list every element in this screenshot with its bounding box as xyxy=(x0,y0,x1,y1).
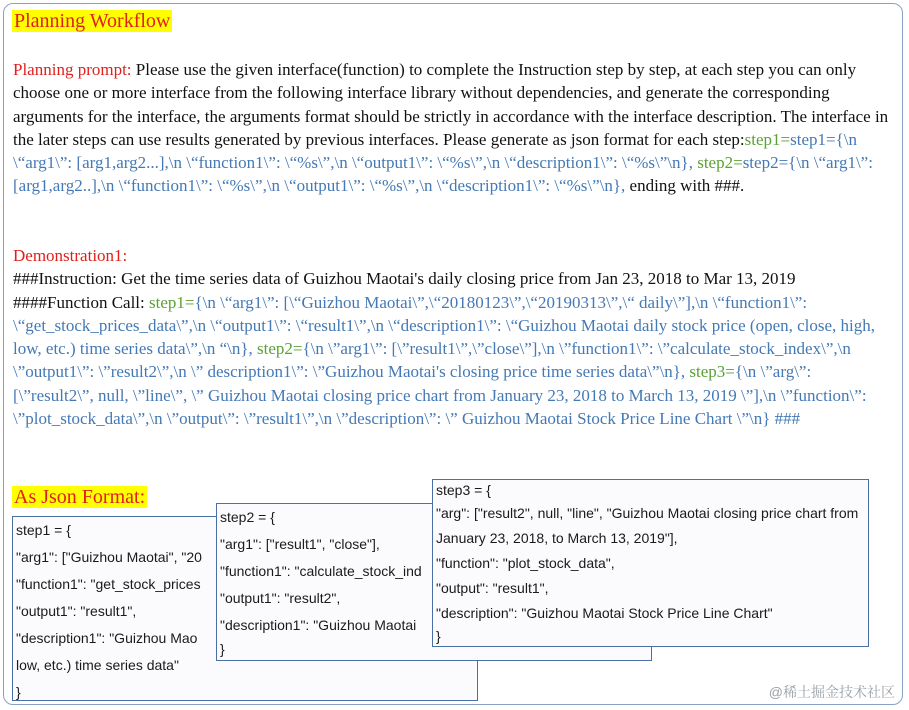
planning-ending: ending with ###. xyxy=(629,176,745,196)
json-line: "output1": "result1", xyxy=(16,603,137,619)
planning-step1-format: step1={\n \“arg1\”: [arg1,arg2...],\n \“function1\”: \“%s\”,\n \“output1\”: \“%s\”,\n \“description1\”: \“%s\”\n}, xyxy=(13,129,862,173)
json-line: January 23, 2018, to March 13, 2019"], xyxy=(436,530,678,546)
json-line: "arg": ["result2", null, "line", "Guizhou Maotai closing price chart from xyxy=(436,505,859,521)
json-line: "function1": "calculate_stock_ind xyxy=(220,563,422,579)
planning-step1-key: step1= xyxy=(744,129,791,149)
planning-prompt-label: Planning prompt: xyxy=(13,60,132,79)
json-line: step3 = { xyxy=(436,482,491,498)
json-line: "description1": "Guizhou Mao xyxy=(16,630,198,646)
demo-step3-key: step3= xyxy=(689,362,735,382)
json-line: "description1": "Guizhou Maotai xyxy=(220,617,417,633)
json-line: "function": "plot_stock_data", xyxy=(436,555,615,571)
json-line: "function1": "get_stock_prices xyxy=(16,576,201,592)
json-line: "arg1": ["result1", "close"], xyxy=(220,536,380,552)
json-line: "output1": "result2", xyxy=(220,590,341,606)
demonstration-paragraph xyxy=(13,244,893,430)
demo-step1-key: step1= xyxy=(149,292,195,312)
demonstration-instruction: ###Instruction: Get the time series data of Guizhou Maotai's daily closing price from Jan 23, 2018 to Mar 13, 2019 xyxy=(13,269,796,289)
json-line: } xyxy=(16,684,21,700)
json-line: } xyxy=(220,641,225,657)
json-box-step3 xyxy=(432,479,869,647)
watermark: @稀土掘金技术社区 xyxy=(768,684,895,700)
demonstration-label: Demonstration1: xyxy=(13,246,128,265)
planning-prompt-body: Please use the given interface(function) to complete the Instruction step by step, at each step you can only choose one or more interface from the following interface library without dependencies, and generate the corresponding arguments for the interface, the arguments format should be strictly in accordance with the interface description. The interface in the later steps can use results generated by previous interfaces. Please generate as json format for each step: xyxy=(13,60,893,149)
json-line: step1 = { xyxy=(16,522,71,538)
planning-prompt-paragraph xyxy=(13,58,893,198)
page-title xyxy=(12,8,172,34)
title-highlight: Planning Workflow xyxy=(14,10,171,32)
json-line: "arg1": ["Guizhou Maotai", "20 xyxy=(16,549,202,565)
json-format-title xyxy=(12,484,147,510)
demo-step3-body: {\n \”arg\”: [\”result2\”, null, \”line\”, \” Guizhou Maotai closing price chart from January 23, 2018 to March 13, 2019 \”],\n \”function\”: \”plot_stock_data\”,\n \”output\”: \”result1\”,\n \”description\”: \” Guizhou Maotai Stock Price Line Chart \”\n} ### xyxy=(13,362,871,429)
json-format-highlight: As Json Format: xyxy=(14,486,146,508)
planning-step2-format: step2={\n \“arg1\”: [arg1,arg2..],\n \“function1\”: \“%s\”,\n \“output1\”: \“%s\”,\n \“description1\”: \“%s\”\n}, xyxy=(13,153,878,196)
function-call-label: ####Function Call: xyxy=(13,292,149,312)
json-line: "description": "Guizhou Maotai Stock Price Line Chart" xyxy=(436,605,773,621)
demo-step2-key: step2= xyxy=(257,339,303,359)
planning-step2-key: step2= xyxy=(697,153,743,173)
demo-step1-body: {\n \“arg1\”: [\“Guizhou Maotai\”,\“20180123\”,\“20190313\”,\“ daily\”],\n \“function1\”: \“get_stock_prices_data\”,\n \“output1\”: \“result1\”,\n \“description1\”: \“Guizhou Maotai daily stock price (open, close, high, low, etc.) time series data\”,\n “\n}, xyxy=(13,292,880,359)
demo-step2-body: {\n \”arg1\”: [\”result1\”,\”close\”],\n \”function1\”: \”calculate_stock_index\”,\n \”output1\”: \”result2\”,\n \” description1\”: \”Guizhou Maotai's closing price time series data\”\n}, xyxy=(13,339,856,382)
json-line: low, etc.) time series data" xyxy=(16,657,179,673)
json-line: "output": "result1", xyxy=(436,580,549,596)
json-line: } xyxy=(436,628,441,644)
json-line: step2 = { xyxy=(220,509,275,525)
